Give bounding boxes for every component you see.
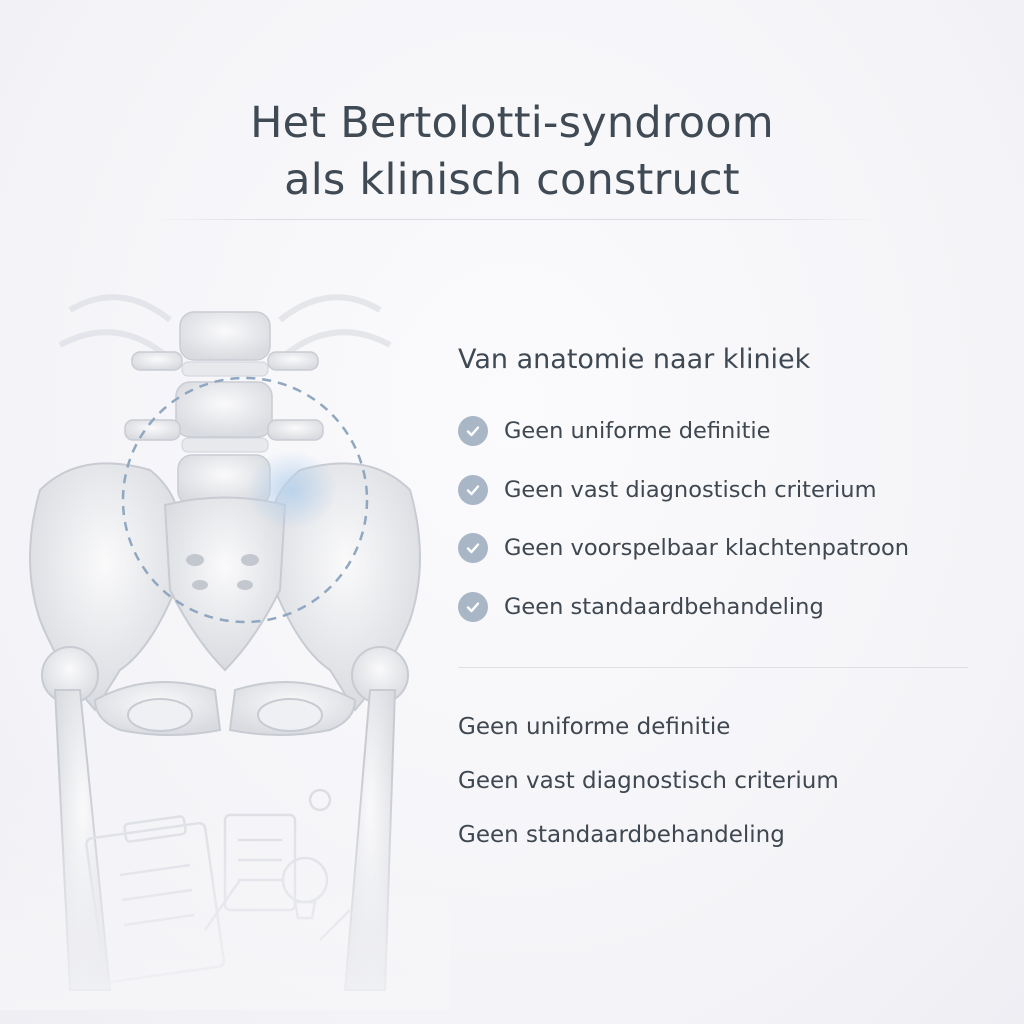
summary-item: Geen uniforme definitie bbox=[458, 714, 731, 740]
title-divider bbox=[150, 219, 880, 220]
summary-list bbox=[458, 705, 978, 867]
summary-item: Geen standaardbehandeling bbox=[458, 822, 785, 848]
list-item bbox=[458, 578, 978, 637]
check-icon bbox=[458, 592, 488, 622]
title-line-1: Het Bertolotti-syndroom bbox=[250, 97, 774, 148]
check-icon bbox=[458, 475, 488, 505]
obturator-foramina bbox=[128, 699, 322, 731]
info-panel bbox=[458, 340, 978, 636]
list-item bbox=[458, 519, 978, 578]
title-line-2: als klinisch construct bbox=[284, 154, 740, 205]
summary-item: Geen vast diagnostisch criterium bbox=[458, 768, 839, 794]
list-item-label: Geen standaardbehandeling bbox=[504, 593, 824, 620]
criteria-checklist bbox=[458, 402, 978, 636]
panel-heading: Van anatomie naar kliniek bbox=[458, 344, 811, 375]
check-icon bbox=[458, 533, 488, 563]
pelvis-spine-illustration bbox=[0, 290, 450, 1010]
lumbosacral-highlight bbox=[247, 450, 337, 530]
list-item-label: Geen voorspelbaar klachtenpatroon bbox=[504, 535, 910, 562]
list-item bbox=[458, 461, 978, 520]
illustration-fade bbox=[0, 770, 450, 1010]
page-title bbox=[0, 95, 1024, 209]
list-item-label: Geen vast diagnostisch criterium bbox=[504, 476, 877, 503]
panel-divider bbox=[458, 667, 968, 668]
list-item bbox=[458, 402, 978, 461]
check-icon bbox=[458, 416, 488, 446]
list-item-label: Geen uniforme definitie bbox=[504, 418, 771, 445]
